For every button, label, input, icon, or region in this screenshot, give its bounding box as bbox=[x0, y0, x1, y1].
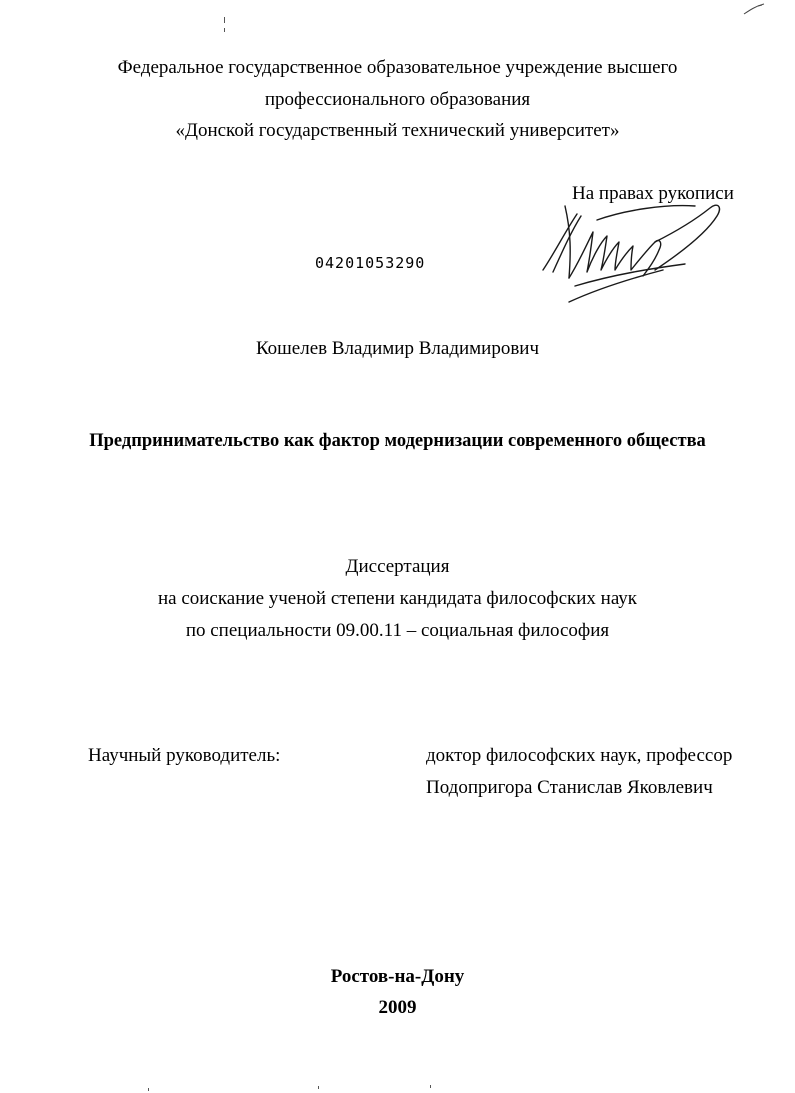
scan-speck bbox=[430, 1085, 431, 1088]
registration-number: 04201053290 bbox=[315, 254, 426, 272]
scan-speck bbox=[148, 1088, 149, 1091]
scan-mark bbox=[742, 2, 768, 16]
signature bbox=[535, 192, 730, 310]
institution-line-1: Федеральное государственное образовательное учреждение высшего bbox=[117, 57, 678, 78]
author-name: Кошелев Владимир Владимирович bbox=[255, 338, 540, 359]
degree-line: на соискание ученой степени кандидата философских наук bbox=[157, 588, 638, 609]
specialty-line: по специальности 09.00.11 – социальная философия bbox=[185, 620, 610, 641]
work-type: Диссертация bbox=[345, 556, 450, 577]
manuscript-note: На правах рукописи bbox=[572, 183, 734, 204]
scan-speck bbox=[224, 28, 225, 32]
institution-line-2: профессионального образования bbox=[264, 89, 531, 110]
scan-speck bbox=[318, 1086, 319, 1089]
scan-speck bbox=[224, 17, 225, 23]
supervisor-degree: доктор философских наук, профессор bbox=[426, 745, 733, 766]
dissertation-title: Предпринимательство как фактор модернизации современного общества bbox=[89, 431, 706, 451]
institution-line-3: «Донской государственный технический университет» bbox=[175, 120, 620, 141]
year: 2009 bbox=[378, 997, 417, 1018]
supervisor-label: Научный руководитель: bbox=[88, 745, 281, 766]
city: Ростов-на-Дону bbox=[330, 966, 465, 987]
supervisor-name: Подопригора Станислав Яковлевич bbox=[426, 777, 713, 798]
